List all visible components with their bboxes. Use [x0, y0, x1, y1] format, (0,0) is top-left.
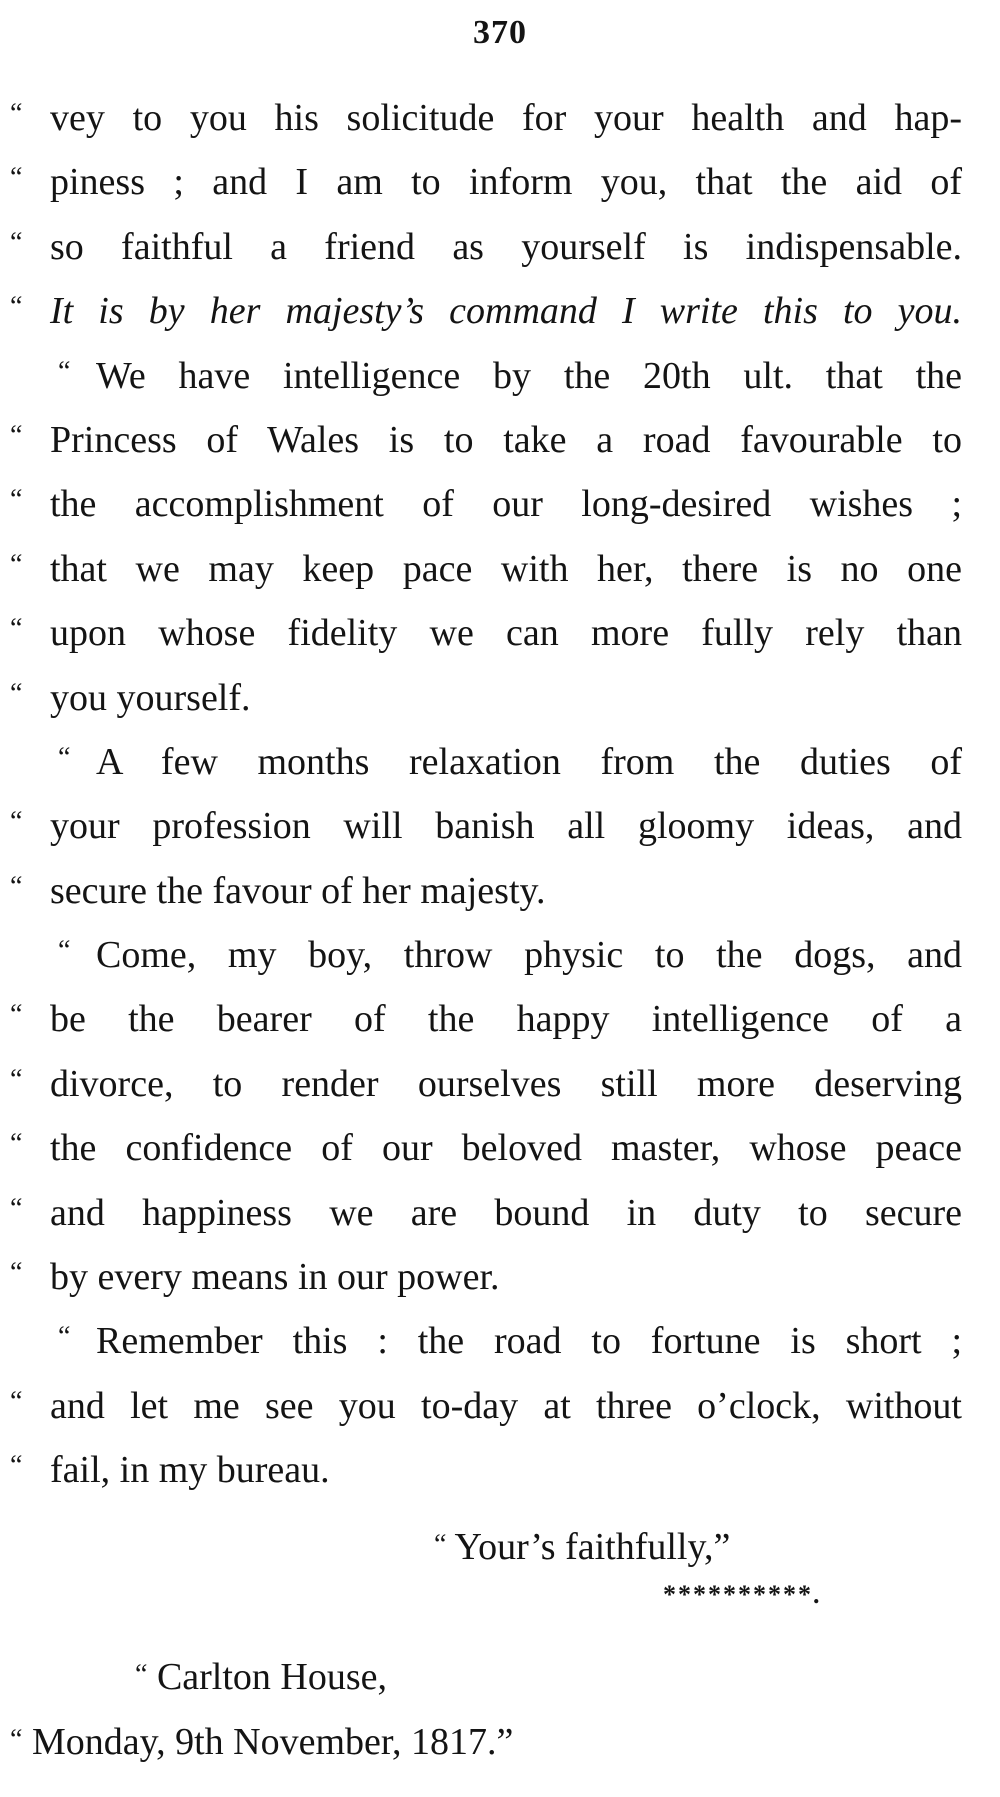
line-text: and let me see you to-day at three o’clock, without — [50, 1384, 962, 1427]
quote-mark: “ — [10, 1192, 23, 1224]
quote-mark: “ — [10, 1385, 23, 1417]
quote-mark: “ — [10, 226, 23, 258]
line-text: vey to you his solicitude for your health and hap- — [50, 97, 962, 139]
text-line — [0, 1245, 1000, 1309]
text-line — [0, 150, 1000, 214]
quote-mark: “ — [10, 162, 23, 194]
quote-mark: “ — [10, 677, 23, 709]
line-text: A few months relaxation from the duties of — [96, 740, 962, 783]
line-text: secure the favour of her majesty. — [50, 869, 546, 912]
quote-mark: “ — [135, 1659, 148, 1690]
line-text: Come, my boy, throw physic to the dogs, and — [96, 934, 962, 977]
quote-mark: “ — [10, 98, 23, 129]
quote-mark: “ — [10, 1724, 23, 1755]
quote-mark: “ — [10, 419, 23, 451]
quote-mark: “ — [58, 1321, 71, 1353]
page-number: 370 — [473, 14, 527, 51]
quote-mark: “ — [10, 1450, 23, 1482]
quote-mark: “ — [58, 741, 71, 773]
line-text: that we may keep pace with her, there is no one — [50, 547, 962, 590]
quote-mark: “ — [10, 1063, 23, 1095]
text-line — [0, 537, 1000, 601]
text-line — [0, 408, 1000, 472]
line-text: It is by her majesty’s command I write this to you. — [50, 290, 962, 333]
letter-body — [0, 86, 1000, 1503]
text-line — [0, 859, 1000, 923]
line-text: and happiness we are bound in duty to secure — [50, 1191, 962, 1234]
letter-place — [135, 1645, 387, 1707]
text-line — [0, 1052, 1000, 1116]
signoff-text: Your’s faithfully,” — [454, 1526, 731, 1568]
line-text: your profession will banish all gloomy ideas, and — [50, 805, 962, 848]
place-text: Carlton House, — [156, 1656, 388, 1698]
text-line — [0, 601, 1000, 665]
quote-mark: “ — [10, 291, 23, 323]
line-text: upon whose fidelity we can more fully rely than — [50, 612, 962, 655]
line-text: be the bearer of the happy intelligence of a — [50, 998, 962, 1041]
quote-mark: “ — [10, 806, 23, 838]
letter-signoff — [434, 1515, 730, 1577]
text-line — [0, 794, 1000, 858]
line-text: by every means in our power. — [50, 1256, 500, 1299]
paragraph-start-line — [0, 730, 1000, 794]
text-line-italic — [0, 279, 1000, 343]
text-line — [0, 1374, 1000, 1438]
line-text: fail, in my bureau. — [50, 1449, 330, 1492]
quote-mark: “ — [10, 484, 23, 516]
quote-mark: “ — [10, 1128, 23, 1160]
quote-mark: “ — [58, 355, 71, 387]
quote-mark: “ — [10, 1257, 23, 1289]
text-line — [0, 1116, 1000, 1180]
line-text: divorce, to render ourselves still more deserving — [50, 1062, 962, 1105]
quote-mark: “ — [10, 999, 23, 1031]
text-line — [0, 86, 1000, 150]
line-text: the accomplishment of our long-desired wishes ; — [50, 483, 962, 526]
text-line — [0, 1181, 1000, 1245]
quote-mark: “ — [10, 613, 23, 645]
date-text: Monday, 9th November, 1817.” — [31, 1721, 514, 1763]
signature-asterisks: **********. — [663, 1580, 822, 1609]
text-line — [0, 1438, 1000, 1502]
text-line — [0, 666, 1000, 730]
quote-mark: “ — [58, 935, 71, 967]
text-line — [0, 215, 1000, 279]
paragraph-start-line — [0, 1309, 1000, 1373]
paragraph-start-line — [0, 344, 1000, 408]
line-text: so faithful a friend as yourself is indispensable. — [50, 225, 962, 268]
text-line — [0, 987, 1000, 1051]
line-text: We have intelligence by the 20th ult. that the — [96, 354, 962, 397]
quote-mark: “ — [10, 548, 23, 580]
paragraph-start-line — [0, 923, 1000, 987]
line-text: Remember this : the road to fortune is short ; — [96, 1320, 962, 1363]
line-text: Princess of Wales is to take a road favourable to — [50, 418, 962, 461]
text-line — [0, 472, 1000, 536]
line-text: you yourself. — [50, 676, 251, 719]
line-text: piness ; and I am to inform you, that the aid of — [50, 161, 962, 204]
quote-mark: “ — [10, 870, 23, 902]
quote-mark: “ — [434, 1529, 447, 1560]
letter-date — [10, 1710, 513, 1772]
line-text: the confidence of our beloved master, whose peace — [50, 1127, 962, 1170]
